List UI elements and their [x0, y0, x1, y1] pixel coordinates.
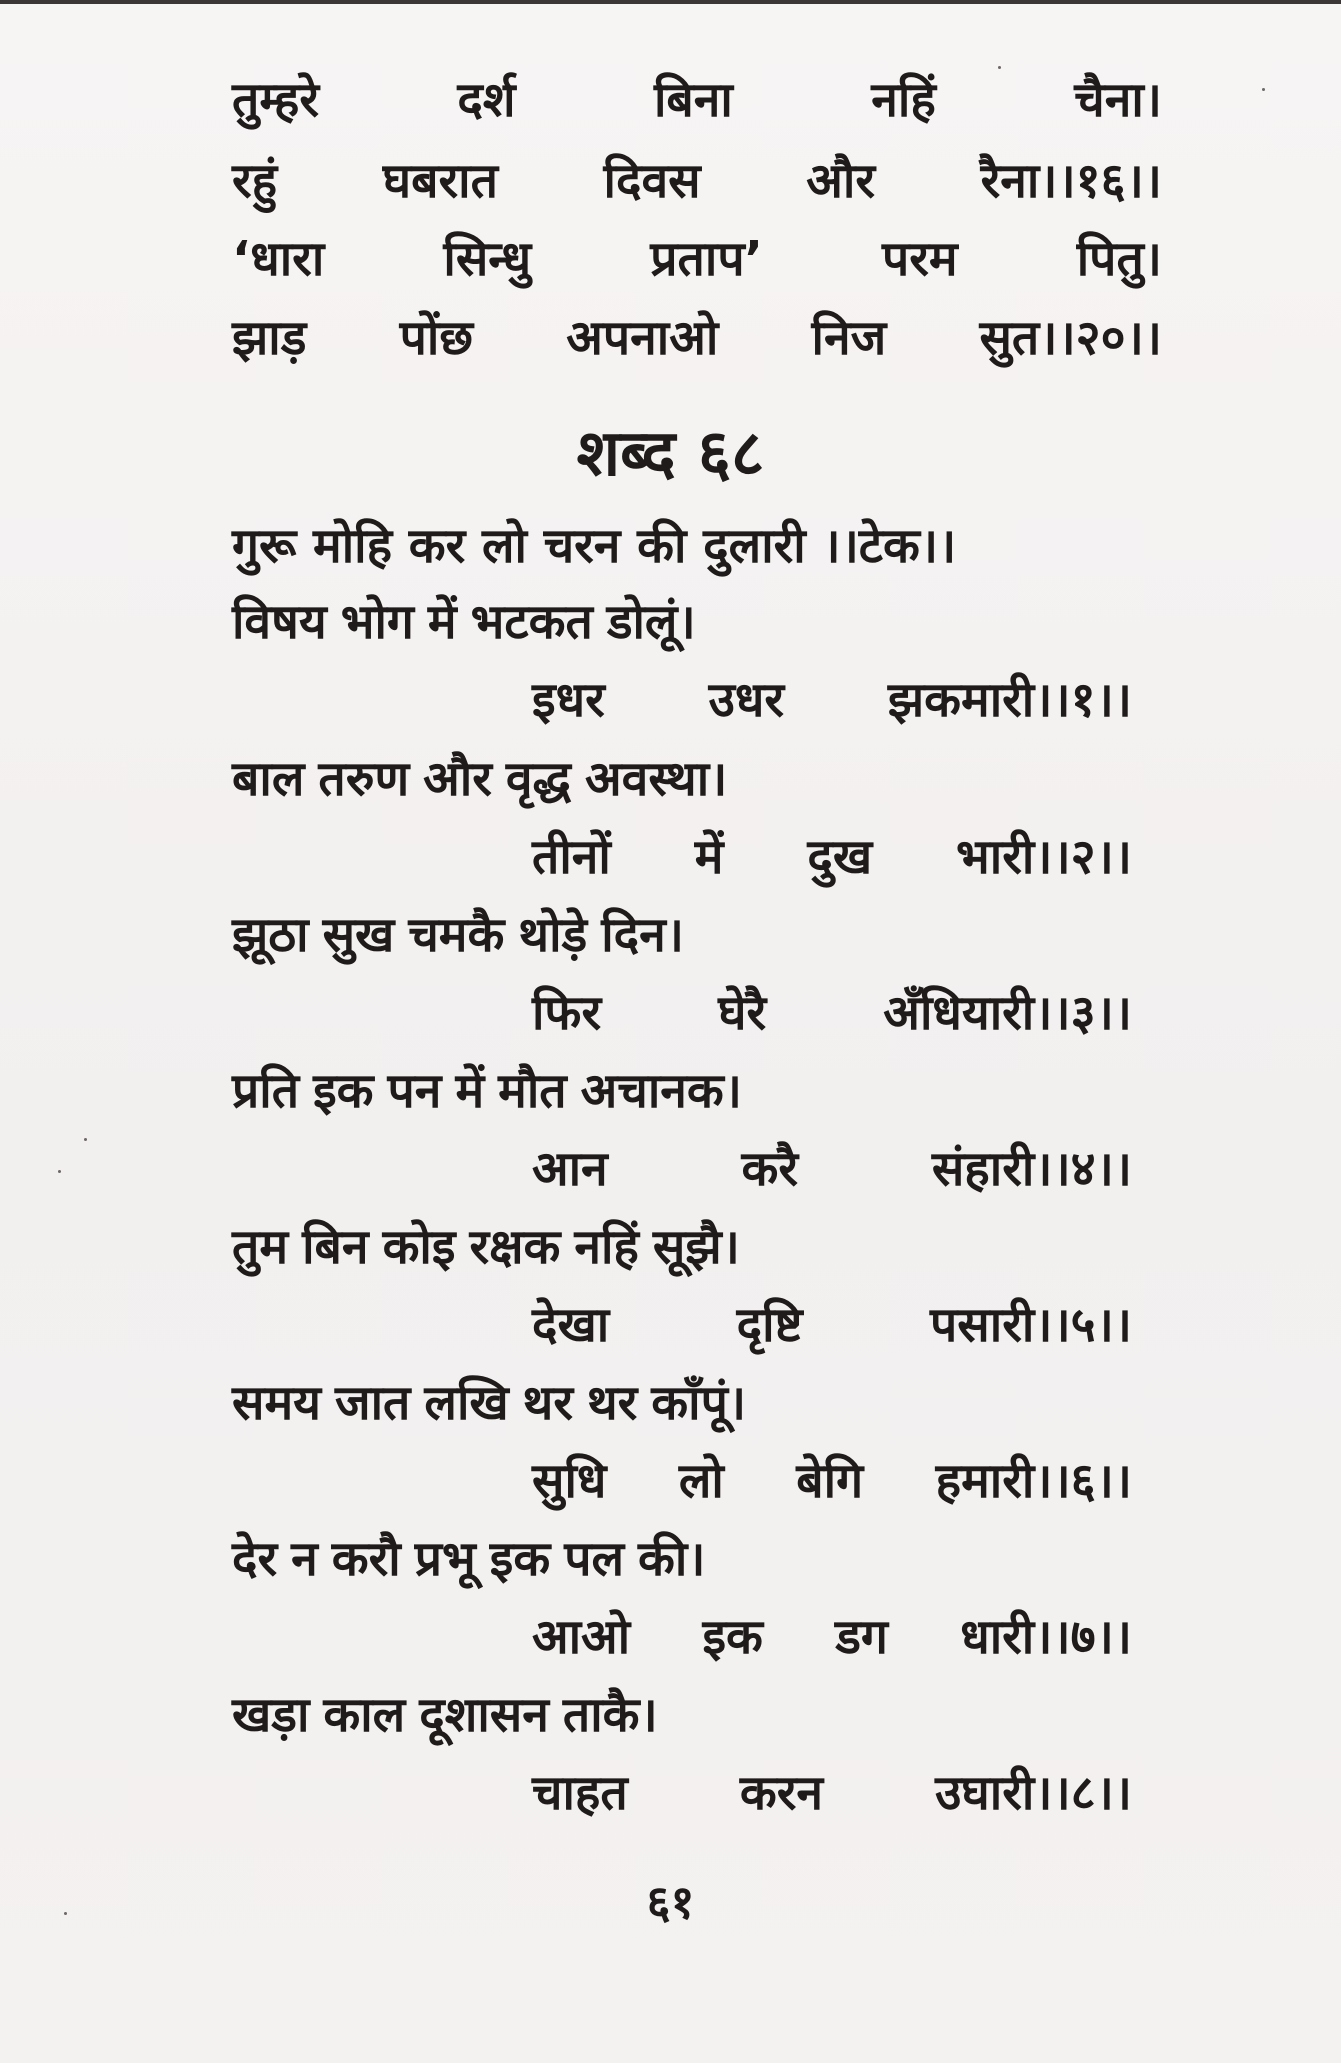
word: पन	[387, 1063, 442, 1119]
verse-line	[232, 153, 1162, 209]
word: इधर	[532, 672, 605, 728]
word: तुम्हरे	[232, 72, 319, 128]
word: करौ	[331, 1531, 401, 1587]
word: पोंछ	[399, 310, 473, 366]
paper-speck	[998, 66, 1001, 69]
word: अपनाओ	[566, 310, 719, 366]
word: बिन	[302, 1219, 369, 1275]
word: सिन्धु	[443, 231, 532, 287]
word: तीनों	[532, 829, 611, 885]
stanza-line	[532, 1609, 1132, 1665]
word: इक	[702, 1609, 763, 1665]
word: चाहत	[532, 1765, 628, 1821]
word: थर	[586, 1375, 638, 1431]
word: रक्षक	[469, 1219, 561, 1275]
word: रैना।।१६।।	[980, 153, 1162, 209]
word: उधर	[708, 672, 785, 728]
word: नहिं	[574, 1219, 639, 1275]
stanza-line	[232, 594, 1162, 650]
stanza-line	[232, 1375, 1162, 1431]
word: चैना।	[1074, 72, 1162, 128]
word: काँपूं।	[651, 1375, 747, 1431]
word: घेरै	[718, 985, 767, 1041]
paper-speck	[1262, 88, 1265, 91]
word: धारी।।७।।	[960, 1609, 1132, 1665]
word: भोग	[340, 594, 414, 650]
stanza-line	[532, 1765, 1132, 1821]
word: पसारी।।५।।	[930, 1297, 1132, 1353]
word: भारी।।२।।	[956, 829, 1132, 885]
word: बिना	[653, 72, 733, 128]
word: झूठा	[232, 907, 309, 963]
stanza-line	[232, 1687, 1162, 1743]
word: दिवस	[603, 153, 701, 209]
word: निज	[811, 310, 887, 366]
stanza-line	[532, 1453, 1132, 1509]
word: देखा	[532, 1297, 610, 1353]
word: सुत।।२०।।	[979, 310, 1162, 366]
word: दृष्टि	[736, 1297, 803, 1353]
word: लखि	[424, 1375, 509, 1431]
word: नहिं	[871, 72, 936, 128]
word: प्रभू	[414, 1531, 476, 1587]
word: आओ	[532, 1609, 631, 1665]
word: पल	[564, 1531, 625, 1587]
stanza-line	[532, 1141, 1132, 1197]
word: प्रताप’	[650, 231, 763, 287]
word: डग	[835, 1609, 888, 1665]
stanza-line	[232, 1219, 1162, 1275]
word: ताकै।	[562, 1687, 658, 1743]
word: सुख	[322, 907, 395, 963]
word: करन	[739, 1765, 823, 1821]
word: तुम	[232, 1219, 289, 1275]
word: बाल	[232, 751, 305, 807]
word: फिर	[532, 985, 602, 1041]
word: में	[694, 829, 724, 885]
word: थोड़े	[518, 907, 588, 963]
word: सूझै।	[652, 1219, 740, 1275]
stanza-line	[232, 1531, 1162, 1587]
word: दर्श	[457, 72, 516, 128]
page-top-edge	[0, 0, 1341, 4]
stanza-line	[532, 672, 1132, 728]
stanza-line	[532, 1297, 1132, 1353]
word: की।	[638, 1531, 706, 1587]
word: खड़ा	[232, 1687, 310, 1743]
word: कोइ	[382, 1219, 456, 1275]
paper-speck	[58, 1170, 61, 1173]
section-heading: शब्द ६८	[576, 417, 765, 491]
verse-line	[232, 310, 1162, 366]
word: दिन।	[601, 907, 684, 963]
word: और	[806, 153, 875, 209]
word: बेगि	[796, 1453, 864, 1509]
page-number: ६१	[646, 1875, 695, 1929]
word: पितु।	[1076, 231, 1162, 287]
word: अँधियारी।।३।।	[883, 985, 1132, 1041]
stanza-line	[232, 751, 1162, 807]
word: अवस्था।	[584, 751, 728, 807]
word: विषय	[232, 594, 327, 650]
word: थर	[522, 1375, 573, 1431]
word: परम	[882, 231, 958, 287]
word: भटकत	[470, 594, 593, 650]
word: समय	[232, 1375, 321, 1431]
word: दुख	[807, 829, 873, 885]
word: आन	[532, 1141, 608, 1197]
word: उघारी।।८।।	[935, 1765, 1132, 1821]
word: हमारी।।६।।	[935, 1453, 1132, 1509]
stanza-line	[532, 985, 1132, 1041]
word: झाड़	[232, 310, 307, 366]
opening-line: गुरू मोहि कर लो चरन की दुलारी ।।टेक।।	[232, 518, 957, 574]
word: जात	[335, 1375, 411, 1431]
word: में	[427, 594, 457, 650]
word: लो	[678, 1453, 724, 1509]
word: मौत	[498, 1063, 567, 1119]
paper-speck	[84, 1138, 87, 1141]
word: चमकै	[408, 907, 505, 963]
word: और	[423, 751, 492, 807]
word: करै	[741, 1141, 799, 1197]
word: झकमारी।।१।।	[887, 672, 1132, 728]
stanza-line	[532, 829, 1132, 885]
word: घबरात	[382, 153, 498, 209]
word: अचानक।	[580, 1063, 742, 1119]
word: में	[455, 1063, 485, 1119]
word: इक	[489, 1531, 551, 1587]
word: संहारी।।४।।	[931, 1141, 1132, 1197]
word: प्रति	[232, 1063, 300, 1119]
word: दूशासन	[419, 1687, 549, 1743]
word: न	[291, 1531, 318, 1587]
word: काल	[323, 1687, 406, 1743]
word: सुधि	[532, 1453, 607, 1509]
stanza-line	[232, 1063, 1162, 1119]
word: तरुण	[318, 751, 410, 807]
word: रहुं	[232, 153, 278, 209]
verse-line	[232, 231, 1162, 287]
word: देर	[232, 1531, 278, 1587]
stanza-line	[232, 907, 1162, 963]
word: इक	[313, 1063, 374, 1119]
word: वृद्ध	[505, 751, 571, 807]
word: डोलूं।	[606, 594, 696, 650]
verse-line	[232, 72, 1162, 128]
paper-speck	[64, 1912, 67, 1915]
word: ‘धारा	[232, 231, 325, 287]
